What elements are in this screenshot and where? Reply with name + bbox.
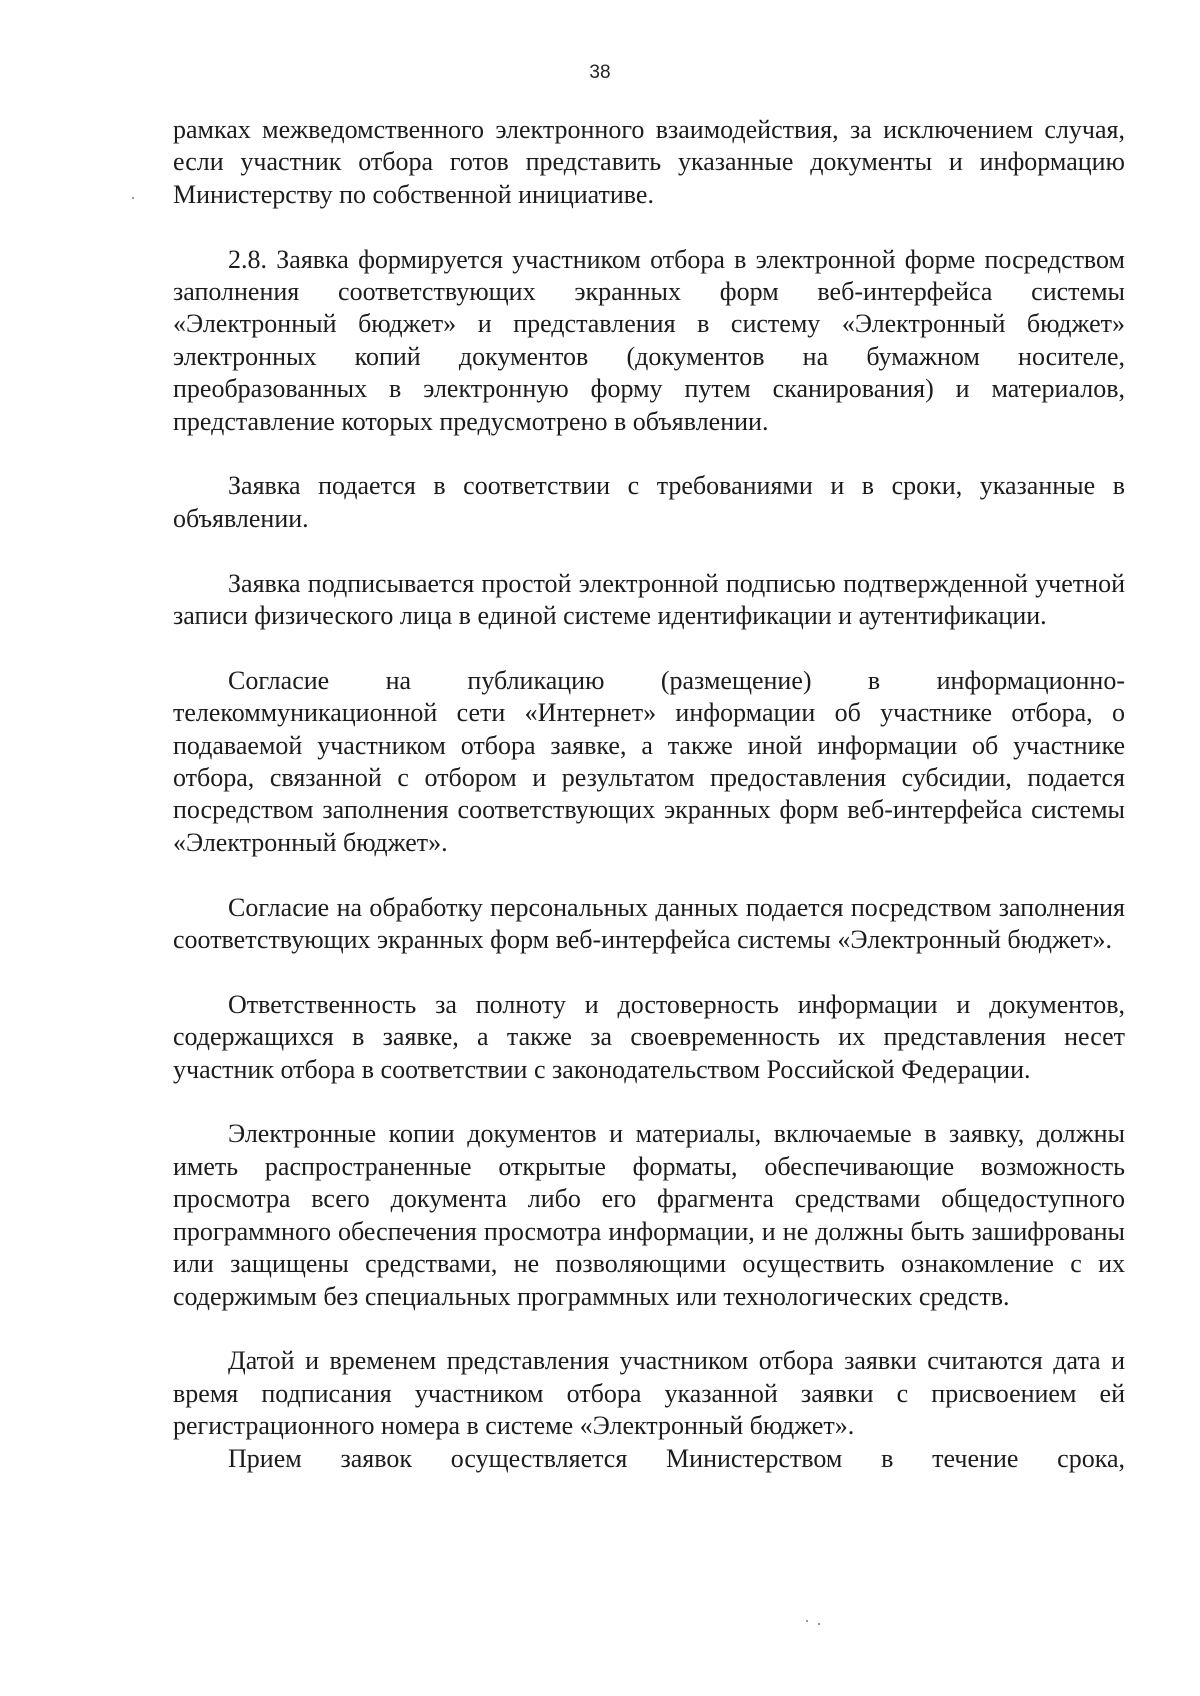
paragraph-acceptance: Прием заявок осуществляется Министерством в течение срока, xyxy=(228,1443,1125,1473)
paragraph-continuation: рамках межведомственного электронного взаимодействия, за исключением случая, если участник отбора готов представить указанные документы и информацию Министерству по собственной инициативе. xyxy=(173,115,1125,209)
paragraph-publication-consent: Согласие на публикацию (размещение) в информационно-телекоммуникационной сети «Интернет» информации об участнике отбора, о подаваемой участником отбора заявке, а также иной информации об участнике отбора, связанной с отбором и результатом предоставления субсидии, подается посредством заполнения соответствующих экранных форм веб-интерфейса системы «Электронный бюджет». xyxy=(173,665,1125,857)
paragraph-electronic-signature: Заявка подписывается простой электронной подписью подтвержденной учетной записи физического лица в единой системе идентификации и аутентификации. xyxy=(173,568,1125,631)
paragraph-2-8-application-forming: 2.8. Заявка формируется участником отбора в электронной форме посредством заполнения соответствующих экранных форм веб-интерфейса системы «Электронный бюджет» и представления в систему «Электронный бюджет» электронных копий документов (документов на бумажном носителе, преобразованных в электронную форму путем сканирования) и материалов, представление которых предусмотрено в объявлении. xyxy=(173,244,1125,436)
paragraph-file-formats: Электронные копии документов и материалы, включаемые в заявку, должны иметь распространенные открытые форматы, обеспечивающие возможность просмотра всего документа либо его фрагмента средствами общедоступного программного обеспечения просмотра информации, и не должны быть зашифрованы или защищены средствами, не позволяющими осуществить ознакомление с их содержимым без специальных программных или технологических средств. xyxy=(173,1119,1125,1311)
paragraph-responsibility: Ответственность за полноту и достоверность информации и документов, содержащихся в заявке, а также за своевременность их представления несет участник отбора в соответствии с законодательством Российской Федерации. xyxy=(173,989,1125,1084)
scan-speck xyxy=(132,197,134,199)
scan-speck xyxy=(818,1623,820,1625)
paragraph-personal-data-consent: Согласие на обработку персональных данных подается посредством заполнения соответствующих экранных форм веб-интерфейса системы «Электронный бюджет». xyxy=(173,892,1125,955)
paragraph-application-deadlines: Заявка подается в соответствии с требованиями и в сроки, указанные в объявлении. xyxy=(173,471,1125,533)
scan-speck xyxy=(806,1620,808,1622)
document-body xyxy=(173,114,1125,1475)
paragraph-submission-date: Датой и временем представления участником отбора заявки считаются дата и время подписания участником отбора указанной заявки с присвоением ей регистрационного номера в системе «Электронный бюджет». xyxy=(173,1346,1125,1441)
page-number: 38 xyxy=(589,62,611,83)
